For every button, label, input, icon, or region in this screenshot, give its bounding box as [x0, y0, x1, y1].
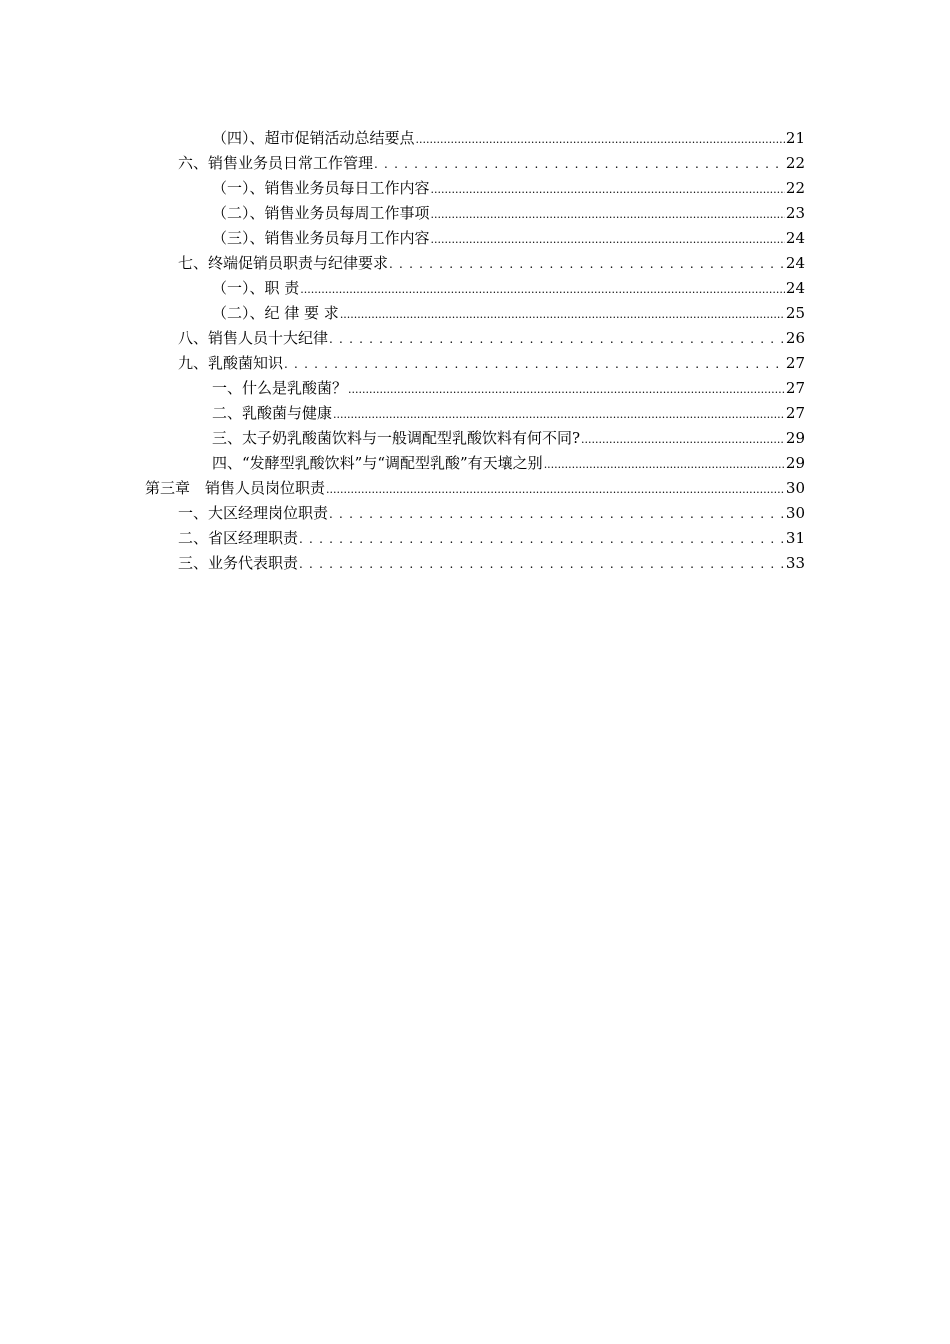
- toc-entry[interactable]: [212, 275, 805, 297]
- toc-entry-page: 22: [785, 154, 805, 172]
- toc-entry-page: 29: [785, 429, 805, 447]
- dot-leader: [284, 354, 785, 372]
- dot-leader: [299, 529, 785, 547]
- toc-entry-page: 24: [785, 229, 805, 247]
- toc-entry-page: 22: [785, 179, 805, 197]
- toc-entry[interactable]: [212, 450, 805, 472]
- toc-entry-label: （三）、销售业务员每月工作内容: [212, 229, 430, 247]
- toc-entry-page: 27: [785, 404, 805, 422]
- toc-entry-page: 21: [785, 129, 805, 147]
- toc-entry[interactable]: [178, 525, 805, 547]
- toc-entry[interactable]: [212, 175, 805, 197]
- toc-entry-page: 25: [785, 304, 805, 322]
- toc-entry-page: 27: [785, 354, 805, 372]
- toc-entry[interactable]: [212, 375, 805, 397]
- toc-entry-label: （一）、销售业务员每日工作内容: [212, 179, 430, 197]
- toc-entry-label: 八、销售人员十大纪律: [178, 329, 329, 347]
- toc-entry[interactable]: [178, 350, 805, 372]
- toc-entry[interactable]: [178, 250, 805, 272]
- toc-entry-page: 30: [785, 479, 805, 497]
- toc-entry-label: 一、大区经理岗位职责: [178, 504, 329, 522]
- toc-entry[interactable]: [178, 500, 805, 522]
- toc-entry-label: 六、销售业务员日常工作管理: [178, 154, 374, 172]
- toc-entry[interactable]: [212, 125, 805, 147]
- toc-entry[interactable]: [212, 200, 805, 222]
- toc-entry-page: 31: [785, 529, 805, 547]
- dot-leader: [329, 504, 785, 522]
- dot-leader: [431, 179, 785, 197]
- toc-entry[interactable]: [212, 300, 805, 322]
- dot-leader: [431, 229, 785, 247]
- dot-leader: [329, 329, 785, 347]
- toc-entry-page: 33: [785, 554, 805, 572]
- dot-leader: [300, 279, 785, 297]
- toc-entry-label: 三、太子奶乳酸菌饮料与一般调配型乳酸饮料有何不同?: [212, 429, 581, 447]
- dot-leader: [299, 554, 785, 572]
- toc-entry[interactable]: [212, 425, 805, 447]
- toc-entry-label: 第三章 销售人员岗位职责: [145, 479, 326, 497]
- dot-leader: [374, 154, 785, 172]
- toc-entry-label: 九、乳酸菌知识: [178, 354, 284, 372]
- toc-entry-label: 二、乳酸菌与健康: [212, 404, 333, 422]
- dot-leader: [340, 304, 785, 322]
- dot-leader: [544, 454, 785, 472]
- toc-entry-page: 23: [785, 204, 805, 222]
- dot-leader: [431, 204, 785, 222]
- dot-leader: [348, 379, 785, 397]
- toc-entry-label: （二）、销售业务员每周工作事项: [212, 204, 430, 222]
- dot-leader: [333, 404, 785, 422]
- toc-entry-label: 三、业务代表职责: [178, 554, 299, 572]
- toc-entry[interactable]: [178, 150, 805, 172]
- toc-entry-page: 29: [785, 454, 805, 472]
- toc-entry[interactable]: [178, 325, 805, 347]
- dot-leader: [416, 129, 785, 147]
- toc-entry-page: 27: [785, 379, 805, 397]
- toc-entry-label: 二、省区经理职责: [178, 529, 299, 547]
- toc-entry[interactable]: [145, 475, 805, 497]
- dot-leader: [326, 479, 785, 497]
- toc-entry-label: 一、什么是乳酸菌？: [212, 379, 348, 397]
- toc-entry-label: 四、“发酵型乳酸饮料”与“调配型乳酸”有天壤之别: [212, 454, 543, 472]
- toc-entry-label: （一）、职 责: [212, 279, 300, 297]
- toc-entry-label: （二）、纪 律 要 求: [212, 304, 339, 322]
- toc-entry-page: 26: [785, 329, 805, 347]
- toc-entry-label: 七、终端促销员职责与纪律要求: [178, 254, 389, 272]
- toc-entry-page: 24: [785, 279, 805, 297]
- toc-entry-label: （四）、超市促销活动总结要点: [212, 129, 415, 147]
- toc-entry-page: 24: [785, 254, 805, 272]
- dot-leader: [389, 254, 785, 272]
- toc-entry-page: 30: [785, 504, 805, 522]
- toc-entry[interactable]: [212, 400, 805, 422]
- dot-leader: [581, 429, 785, 447]
- toc-entry[interactable]: [212, 225, 805, 247]
- toc-entry[interactable]: [178, 550, 805, 572]
